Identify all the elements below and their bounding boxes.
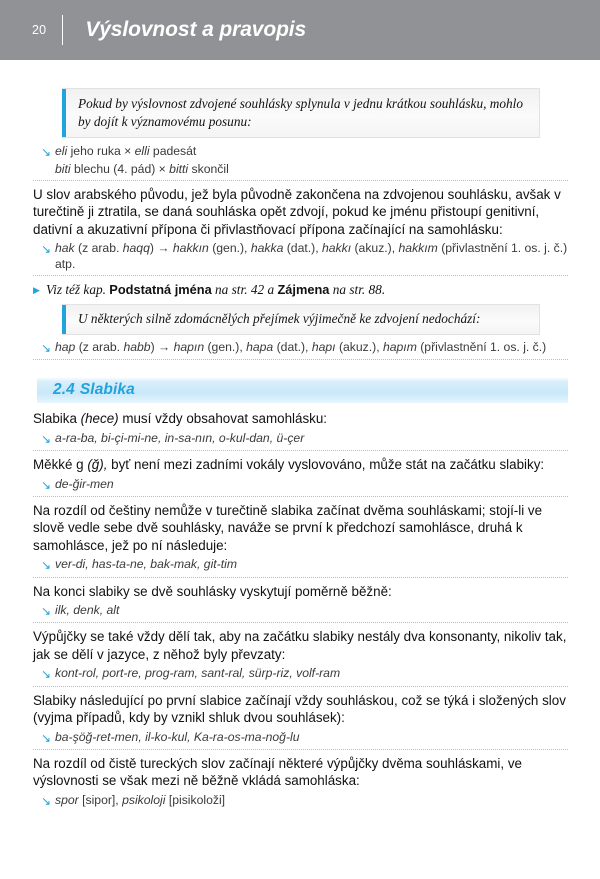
example-row	[33, 665, 568, 682]
example-text-eli-2: biti blechu (4. pád) × bitti skončil	[55, 161, 229, 176]
paragraph-block-arabic	[33, 186, 568, 277]
example-arrow-icon: ↘	[41, 242, 52, 257]
paragraph-two-consonants: Na rozdíl od češtiny nemůže v turečtině slabika začínat dvěma souhláskami; stojí-li ve slově vedle sebe dvě souhlásky, naváže se první k předchozí samohlásce, druhá k samohlásce, jež po ní následuje:	[33, 502, 543, 553]
example-text-verdi: ver-di, has-ta-ne, bak-mak, git-tim	[55, 557, 237, 572]
example-arrow-icon: ↘	[41, 477, 52, 492]
example-row	[33, 339, 568, 356]
section-number: 2.4	[53, 381, 75, 399]
section-heading-label	[37, 381, 135, 399]
example-text-araba: a-ra-ba, bi-çi-mi-ne, in-sa-nın, o-kul-dan, ü-çer	[55, 430, 305, 445]
xref-triangle-icon: ▶	[33, 285, 40, 296]
paragraph-slabika-vowel: Slabika (hece) musí vždy obsahovat samohlásku:	[33, 411, 328, 427]
paragraph-arabic-origin: U slov arabského původu, jež byla původně zakončena na zdvojenou souhlásku, avšak v turečtině ji ztratila, se daná souhláska opět zdvojí, pokud ke jménu přistoupí genitivní, dativní a akuzativní přípona či přivlastňovací přípona začínající na samohlásku:	[33, 186, 561, 237]
example-text-kontrol: kont-rol, port-re, prog-ram, sant-ral, sürp-riz, volf-ram	[55, 666, 341, 681]
example-row	[33, 602, 568, 619]
example-block-eli	[33, 143, 568, 180]
paragraph-block-following-syllables	[33, 692, 568, 750]
example-arrow-icon: ↘	[41, 145, 52, 160]
paragraph-block-slabika-vowel	[33, 410, 568, 451]
example-arrow-icon: ↘	[41, 604, 52, 619]
example-text-degirmen: de-ğir-men	[55, 476, 114, 491]
example-text-eli-1: eli jeho ruka × elli padesát	[55, 144, 197, 159]
example-row	[33, 729, 568, 746]
xref-suffix: na str. 88.	[329, 282, 386, 298]
page-number: 20	[32, 23, 47, 37]
example-row	[33, 792, 568, 809]
example-arrow-icon: ↘	[41, 794, 52, 808]
section-heading	[33, 376, 568, 403]
note-text: U některých silně zdomácnělých přejímek výjimečně ke zdvojení nedochází:	[78, 311, 481, 327]
paragraph-block-end-of-syllable	[33, 583, 568, 624]
section-title: Slabika	[79, 381, 135, 399]
page-content	[33, 60, 568, 812]
example-row	[33, 556, 568, 573]
example-arrow-icon: ↘	[41, 730, 52, 745]
header-divider	[62, 15, 63, 45]
xref-link-2[interactable]: Zájmena	[277, 282, 330, 298]
example-arrow-icon: ↘	[41, 667, 52, 682]
xref-prefix: Viz též kap.	[46, 282, 110, 298]
example-row	[33, 430, 568, 447]
paragraph-loanwords: Výpůjčky se také vždy dělí tak, aby na začátku slabiky nestály dva konsonanty, nikoliv tak, jak se dělí v jazyce, z něhož byly převzaty:	[33, 629, 567, 662]
paragraph-block-borrowed	[33, 755, 568, 812]
example-row	[33, 240, 568, 272]
example-row	[33, 476, 568, 493]
example-block-hap	[33, 339, 568, 360]
paragraph-block-loanwords	[33, 628, 568, 686]
page-header	[0, 0, 600, 60]
example-text-spor: spor [sipor], psikoloji [pisikoloži]	[55, 793, 226, 807]
example-text-hap: hap (z arab. habb) → hapın (gen.), hapa (dat.), hapı (akuz.), hapım (přivlastnění 1. os. j. č.)	[55, 340, 547, 355]
cross-reference[interactable]	[33, 282, 568, 298]
note-box	[62, 304, 540, 335]
example-text-hak: hak (z arab. haqq) → hakkın (gen.), hakka (dat.), hakkı (akuz.), hakkım (přivlastnění 1. os. j. č.) atp.	[55, 241, 568, 272]
example-text-ilk: ilk, denk, alt	[55, 603, 120, 618]
note-box	[62, 88, 540, 138]
example-text-basogretmen: ba-şöğ-ret-men, il-ko-kul, Ka-ra-os-ma-noğ-lu	[55, 729, 300, 744]
xref-link-1[interactable]: Podstatná jména	[109, 282, 212, 298]
header-title: Výslovnost a pravopis	[85, 18, 307, 41]
paragraph-end-of-syllable: Na konci slabiky se dvě souhlásky vyskytují poměrně běžně:	[33, 583, 392, 599]
paragraph-following-syllables: Slabiky následující po první slabice začínají vždy souhláskou, což se týká i složených slov (vyjma případů, kdy by vznikl shluk dvou souhlásek):	[33, 692, 566, 726]
xref-text	[46, 282, 385, 298]
example-arrow-icon: ↘	[41, 431, 52, 446]
example-row	[33, 143, 568, 160]
xref-middle: na str. 42 a	[211, 282, 278, 298]
paragraph-block-two-consonants	[33, 502, 568, 578]
note-text: Pokud by výslovnost zdvojené souhlásky splynula v jednu krátkou souhlásku, mohlo by dojít k významovému posunu:	[78, 96, 523, 129]
example-arrow-icon: ↘	[41, 341, 52, 356]
example-arrow-icon: ↘	[41, 558, 52, 573]
paragraph-soft-g: Měkké g (ğ), byť není mezi zadními vokály vyslovováno, může stát na začátku slabiky:	[33, 457, 545, 473]
paragraph-block-soft-g	[33, 456, 568, 497]
paragraph-borrowed-two-consonants: Na rozdíl od čistě tureckých slov začínají některé výpůjčky dvěma souhláskami, ve výslovnosti se však mezi ně běžně vkládá samohláska:	[33, 755, 522, 789]
